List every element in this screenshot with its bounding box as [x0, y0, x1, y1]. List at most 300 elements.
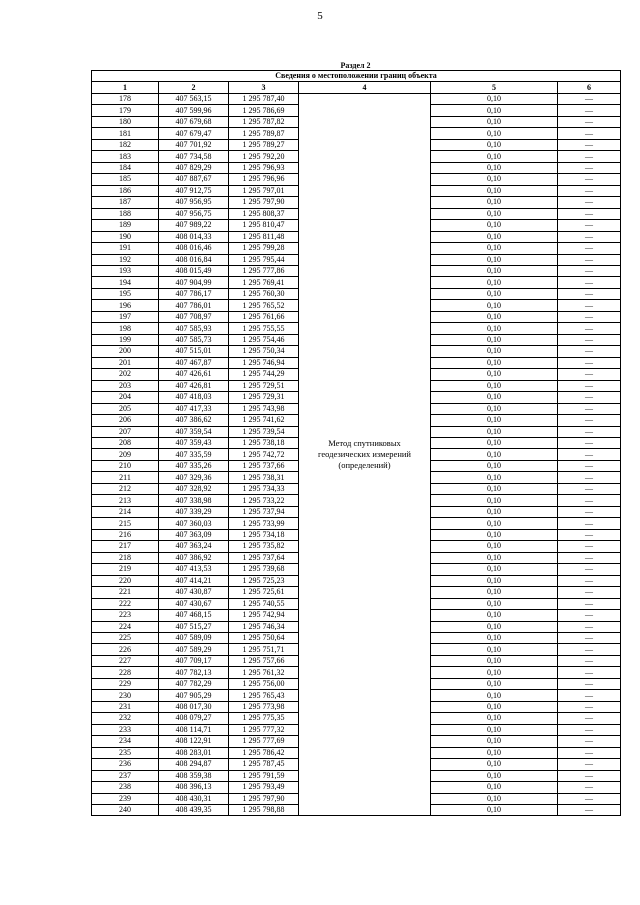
coordinate-x: 407 359,43: [159, 438, 229, 449]
coordinate-y: 1 295 793,49: [229, 782, 299, 793]
coordinate-y: 1 295 811,48: [229, 231, 299, 242]
description-value: —: [558, 277, 621, 288]
description-value: —: [558, 334, 621, 345]
point-number: 215: [92, 518, 159, 529]
point-number: 234: [92, 736, 159, 747]
description-value: —: [558, 357, 621, 368]
coordinate-y: 1 295 796,96: [229, 174, 299, 185]
point-number: 197: [92, 311, 159, 322]
coordinate-x: 407 563,15: [159, 93, 229, 104]
point-number: 222: [92, 598, 159, 609]
coordinate-y: 1 295 756,00: [229, 678, 299, 689]
point-number: 188: [92, 208, 159, 219]
description-value: —: [558, 632, 621, 643]
accuracy-value: 0,10: [431, 438, 558, 449]
coordinate-y: 1 295 786,69: [229, 105, 299, 116]
coordinate-y: 1 295 735,82: [229, 541, 299, 552]
point-number: 178: [92, 93, 159, 104]
coordinate-y: 1 295 750,64: [229, 632, 299, 643]
point-number: 229: [92, 678, 159, 689]
section-title: Раздел 2: [340, 61, 371, 70]
coordinate-x: 407 989,22: [159, 220, 229, 231]
accuracy-value: 0,10: [431, 265, 558, 276]
accuracy-value: 0,10: [431, 644, 558, 655]
accuracy-value: 0,10: [431, 598, 558, 609]
description-value: —: [558, 265, 621, 276]
coordinate-y: 1 295 797,90: [229, 793, 299, 804]
description-value: —: [558, 483, 621, 494]
accuracy-value: 0,10: [431, 690, 558, 701]
description-value: —: [558, 174, 621, 185]
coordinate-y: 1 295 792,20: [229, 151, 299, 162]
accuracy-value: 0,10: [431, 632, 558, 643]
coordinate-x: 407 335,26: [159, 460, 229, 471]
point-number: 203: [92, 380, 159, 391]
column-number-row: [92, 82, 621, 93]
coordinate-y: 1 295 738,18: [229, 438, 299, 449]
coordinate-x: 407 363,24: [159, 541, 229, 552]
coordinate-x: 408 079,27: [159, 713, 229, 724]
point-number: 228: [92, 667, 159, 678]
coordinate-x: 407 679,47: [159, 128, 229, 139]
point-number: 226: [92, 644, 159, 655]
point-number: 230: [92, 690, 159, 701]
point-number: 180: [92, 116, 159, 127]
accuracy-value: 0,10: [431, 243, 558, 254]
description-value: —: [558, 139, 621, 150]
coordinate-x: 407 426,61: [159, 369, 229, 380]
coordinate-x: 407 786,17: [159, 288, 229, 299]
coordinate-y: 1 295 773,98: [229, 701, 299, 712]
description-value: —: [558, 644, 621, 655]
accuracy-value: 0,10: [431, 197, 558, 208]
accuracy-value: 0,10: [431, 93, 558, 104]
description-value: —: [558, 701, 621, 712]
point-number: 181: [92, 128, 159, 139]
coordinate-y: 1 295 808,37: [229, 208, 299, 219]
accuracy-value: 0,10: [431, 793, 558, 804]
accuracy-value: 0,10: [431, 713, 558, 724]
point-number: 231: [92, 701, 159, 712]
point-number: 202: [92, 369, 159, 380]
description-value: —: [558, 151, 621, 162]
point-number: 179: [92, 105, 159, 116]
accuracy-value: 0,10: [431, 254, 558, 265]
coordinate-x: 408 430,31: [159, 793, 229, 804]
description-value: —: [558, 93, 621, 104]
point-number: 211: [92, 472, 159, 483]
accuracy-value: 0,10: [431, 701, 558, 712]
accuracy-value: 0,10: [431, 736, 558, 747]
description-value: —: [558, 655, 621, 666]
accuracy-value: 0,10: [431, 346, 558, 357]
description-value: —: [558, 311, 621, 322]
point-number: 213: [92, 495, 159, 506]
description-value: —: [558, 220, 621, 231]
description-value: —: [558, 460, 621, 471]
coordinate-x: 407 328,92: [159, 483, 229, 494]
coordinate-x: 407 515,27: [159, 621, 229, 632]
description-value: —: [558, 243, 621, 254]
accuracy-value: 0,10: [431, 208, 558, 219]
point-number: 217: [92, 541, 159, 552]
coordinate-x: 407 905,29: [159, 690, 229, 701]
description-value: —: [558, 105, 621, 116]
accuracy-value: 0,10: [431, 621, 558, 632]
description-value: —: [558, 346, 621, 357]
accuracy-value: 0,10: [431, 495, 558, 506]
point-number: 192: [92, 254, 159, 265]
accuracy-value: 0,10: [431, 392, 558, 403]
coordinates-table: [91, 70, 621, 816]
accuracy-value: 0,10: [431, 449, 558, 460]
description-value: —: [558, 529, 621, 540]
point-number: 204: [92, 392, 159, 403]
description-value: —: [558, 621, 621, 632]
accuracy-value: 0,10: [431, 415, 558, 426]
description-value: —: [558, 162, 621, 173]
point-number: 200: [92, 346, 159, 357]
coordinate-y: 1 295 761,32: [229, 667, 299, 678]
point-number: 195: [92, 288, 159, 299]
accuracy-value: 0,10: [431, 655, 558, 666]
point-number: 235: [92, 747, 159, 758]
description-value: —: [558, 506, 621, 517]
description-value: —: [558, 747, 621, 758]
description-value: —: [558, 541, 621, 552]
description-value: —: [558, 805, 621, 816]
coordinate-y: 1 295 795,44: [229, 254, 299, 265]
coordinate-x: 407 829,29: [159, 162, 229, 173]
coordinate-y: 1 295 744,29: [229, 369, 299, 380]
coordinate-y: 1 295 739,54: [229, 426, 299, 437]
coordinate-y: 1 295 725,23: [229, 575, 299, 586]
description-value: —: [558, 449, 621, 460]
accuracy-value: 0,10: [431, 231, 558, 242]
point-number: 216: [92, 529, 159, 540]
page-number: 5: [317, 10, 323, 22]
coordinate-x: 407 363,09: [159, 529, 229, 540]
accuracy-value: 0,10: [431, 162, 558, 173]
coordinate-x: 408 283,01: [159, 747, 229, 758]
point-number: 238: [92, 782, 159, 793]
point-number: 218: [92, 552, 159, 563]
coordinate-x: 408 359,38: [159, 770, 229, 781]
description-value: —: [558, 564, 621, 575]
accuracy-value: 0,10: [431, 128, 558, 139]
coordinate-x: 408 014,33: [159, 231, 229, 242]
coordinate-x: 407 515,01: [159, 346, 229, 357]
coordinate-x: 408 396,13: [159, 782, 229, 793]
coordinate-y: 1 295 733,99: [229, 518, 299, 529]
point-number: 219: [92, 564, 159, 575]
accuracy-value: 0,10: [431, 311, 558, 322]
accuracy-value: 0,10: [431, 667, 558, 678]
coordinate-x: 407 585,93: [159, 323, 229, 334]
coordinate-x: 407 912,75: [159, 185, 229, 196]
coordinate-x: 407 360,03: [159, 518, 229, 529]
description-value: —: [558, 185, 621, 196]
coordinate-y: 1 295 769,41: [229, 277, 299, 288]
coordinate-x: 407 708,97: [159, 311, 229, 322]
point-number: 194: [92, 277, 159, 288]
description-value: —: [558, 759, 621, 770]
coordinate-y: 1 295 799,28: [229, 243, 299, 254]
table-caption: Сведения о местоположении границ объекта: [92, 71, 621, 82]
accuracy-value: 0,10: [431, 759, 558, 770]
accuracy-value: 0,10: [431, 403, 558, 414]
coordinate-y: 1 295 765,52: [229, 300, 299, 311]
accuracy-value: 0,10: [431, 288, 558, 299]
coordinate-x: 407 413,53: [159, 564, 229, 575]
coordinate-x: 407 338,98: [159, 495, 229, 506]
description-value: —: [558, 403, 621, 414]
coordinate-x: 408 017,30: [159, 701, 229, 712]
coordinate-x: 408 439,35: [159, 805, 229, 816]
coordinate-x: 408 294,87: [159, 759, 229, 770]
description-value: —: [558, 724, 621, 735]
coordinate-x: 407 418,03: [159, 392, 229, 403]
coordinate-x: 407 359,54: [159, 426, 229, 437]
coordinate-x: 407 414,21: [159, 575, 229, 586]
coordinate-y: 1 295 746,34: [229, 621, 299, 632]
coordinate-x: 407 786,01: [159, 300, 229, 311]
accuracy-value: 0,10: [431, 805, 558, 816]
point-number: 208: [92, 438, 159, 449]
description-value: —: [558, 231, 621, 242]
coordinate-y: 1 295 765,43: [229, 690, 299, 701]
accuracy-value: 0,10: [431, 116, 558, 127]
coordinate-y: 1 295 777,69: [229, 736, 299, 747]
coordinate-y: 1 295 750,34: [229, 346, 299, 357]
coordinate-y: 1 295 791,59: [229, 770, 299, 781]
description-value: —: [558, 495, 621, 506]
point-number: 223: [92, 610, 159, 621]
coordinate-x: 407 589,29: [159, 644, 229, 655]
accuracy-value: 0,10: [431, 334, 558, 345]
description-value: —: [558, 472, 621, 483]
coordinate-y: 1 295 751,71: [229, 644, 299, 655]
coordinate-x: 408 016,84: [159, 254, 229, 265]
coordinate-y: 1 295 737,66: [229, 460, 299, 471]
point-number: 205: [92, 403, 159, 414]
description-value: —: [558, 587, 621, 598]
coordinate-x: 407 386,92: [159, 552, 229, 563]
description-value: —: [558, 300, 621, 311]
coordinate-x: 407 430,87: [159, 587, 229, 598]
description-value: —: [558, 770, 621, 781]
coordinate-y: 1 295 743,98: [229, 403, 299, 414]
coordinate-x: 407 709,17: [159, 655, 229, 666]
accuracy-value: 0,10: [431, 770, 558, 781]
coordinate-y: 1 295 729,31: [229, 392, 299, 403]
point-number: 227: [92, 655, 159, 666]
coordinate-y: 1 295 760,30: [229, 288, 299, 299]
point-number: 184: [92, 162, 159, 173]
coordinate-y: 1 295 810,47: [229, 220, 299, 231]
coordinate-y: 1 295 740,55: [229, 598, 299, 609]
description-value: —: [558, 610, 621, 621]
column-number: 4: [299, 82, 431, 93]
accuracy-value: 0,10: [431, 747, 558, 758]
accuracy-value: 0,10: [431, 380, 558, 391]
point-number: 199: [92, 334, 159, 345]
point-number: 214: [92, 506, 159, 517]
coordinate-x: 407 701,92: [159, 139, 229, 150]
coordinate-y: 1 295 725,61: [229, 587, 299, 598]
description-value: —: [558, 736, 621, 747]
coordinate-x: 407 386,62: [159, 415, 229, 426]
point-number: 185: [92, 174, 159, 185]
column-number: 2: [159, 82, 229, 93]
description-value: —: [558, 690, 621, 701]
coordinate-x: 407 417,33: [159, 403, 229, 414]
coordinate-x: 407 468,15: [159, 610, 229, 621]
point-number: 239: [92, 793, 159, 804]
coordinate-y: 1 295 742,72: [229, 449, 299, 460]
table-row: [92, 93, 621, 104]
coordinate-y: 1 295 729,51: [229, 380, 299, 391]
description-value: —: [558, 575, 621, 586]
coordinate-x: 407 426,81: [159, 380, 229, 391]
description-value: —: [558, 782, 621, 793]
coordinate-x: 407 887,67: [159, 174, 229, 185]
coordinate-x: 408 122,91: [159, 736, 229, 747]
description-value: —: [558, 678, 621, 689]
coordinate-x: 407 679,68: [159, 116, 229, 127]
coordinate-y: 1 295 737,64: [229, 552, 299, 563]
coordinate-x: 407 467,87: [159, 357, 229, 368]
coordinate-y: 1 295 761,66: [229, 311, 299, 322]
accuracy-value: 0,10: [431, 472, 558, 483]
description-value: —: [558, 288, 621, 299]
method-description: Метод спутниковых геодезических измерений (определений): [299, 93, 431, 816]
accuracy-value: 0,10: [431, 357, 558, 368]
description-value: —: [558, 208, 621, 219]
description-value: —: [558, 116, 621, 127]
accuracy-value: 0,10: [431, 105, 558, 116]
description-value: —: [558, 197, 621, 208]
description-value: —: [558, 254, 621, 265]
description-value: —: [558, 438, 621, 449]
description-value: —: [558, 598, 621, 609]
coordinate-y: 1 295 775,35: [229, 713, 299, 724]
point-number: 187: [92, 197, 159, 208]
coordinate-y: 1 295 796,93: [229, 162, 299, 173]
coordinate-y: 1 295 786,42: [229, 747, 299, 758]
accuracy-value: 0,10: [431, 323, 558, 334]
description-value: —: [558, 323, 621, 334]
coordinate-y: 1 295 738,31: [229, 472, 299, 483]
coordinate-x: 407 904,99: [159, 277, 229, 288]
description-value: —: [558, 426, 621, 437]
coordinate-y: 1 295 757,66: [229, 655, 299, 666]
accuracy-value: 0,10: [431, 782, 558, 793]
description-value: —: [558, 518, 621, 529]
point-number: 186: [92, 185, 159, 196]
coordinate-x: 407 339,29: [159, 506, 229, 517]
point-number: 224: [92, 621, 159, 632]
point-number: 240: [92, 805, 159, 816]
accuracy-value: 0,10: [431, 552, 558, 563]
coordinate-y: 1 295 742,94: [229, 610, 299, 621]
point-number: 237: [92, 770, 159, 781]
point-number: 182: [92, 139, 159, 150]
coordinate-y: 1 295 737,94: [229, 506, 299, 517]
description-value: —: [558, 667, 621, 678]
accuracy-value: 0,10: [431, 426, 558, 437]
coordinate-x: 407 585,73: [159, 334, 229, 345]
point-number: 198: [92, 323, 159, 334]
accuracy-value: 0,10: [431, 541, 558, 552]
description-value: —: [558, 128, 621, 139]
description-value: —: [558, 793, 621, 804]
coordinate-y: 1 295 797,01: [229, 185, 299, 196]
point-number: 196: [92, 300, 159, 311]
coordinate-x: 407 599,96: [159, 105, 229, 116]
accuracy-value: 0,10: [431, 185, 558, 196]
point-number: 207: [92, 426, 159, 437]
accuracy-value: 0,10: [431, 151, 558, 162]
accuracy-value: 0,10: [431, 220, 558, 231]
table-caption-row: [92, 71, 621, 82]
coordinate-y: 1 295 777,86: [229, 265, 299, 276]
accuracy-value: 0,10: [431, 610, 558, 621]
accuracy-value: 0,10: [431, 529, 558, 540]
accuracy-value: 0,10: [431, 506, 558, 517]
coordinate-y: 1 295 787,40: [229, 93, 299, 104]
accuracy-value: 0,10: [431, 277, 558, 288]
coordinate-x: 407 956,75: [159, 208, 229, 219]
coordinate-x: 408 016,46: [159, 243, 229, 254]
accuracy-value: 0,10: [431, 518, 558, 529]
point-number: 206: [92, 415, 159, 426]
point-number: 220: [92, 575, 159, 586]
point-number: 193: [92, 265, 159, 276]
column-number: 1: [92, 82, 159, 93]
column-number: 3: [229, 82, 299, 93]
accuracy-value: 0,10: [431, 575, 558, 586]
coordinate-y: 1 295 739,68: [229, 564, 299, 575]
description-value: —: [558, 552, 621, 563]
coordinate-y: 1 295 797,90: [229, 197, 299, 208]
coordinate-x: 407 782,13: [159, 667, 229, 678]
coordinate-y: 1 295 754,46: [229, 334, 299, 345]
coordinate-x: 407 589,09: [159, 632, 229, 643]
coordinate-y: 1 295 741,62: [229, 415, 299, 426]
point-number: 225: [92, 632, 159, 643]
point-number: 221: [92, 587, 159, 598]
coordinate-x: 407 782,29: [159, 678, 229, 689]
point-number: 210: [92, 460, 159, 471]
accuracy-value: 0,10: [431, 564, 558, 575]
accuracy-value: 0,10: [431, 678, 558, 689]
point-number: 209: [92, 449, 159, 460]
accuracy-value: 0,10: [431, 369, 558, 380]
coordinate-y: 1 295 734,33: [229, 483, 299, 494]
coordinate-y: 1 295 733,22: [229, 495, 299, 506]
coordinate-y: 1 295 789,27: [229, 139, 299, 150]
description-value: —: [558, 415, 621, 426]
description-value: —: [558, 369, 621, 380]
coordinate-y: 1 295 789,87: [229, 128, 299, 139]
point-number: 233: [92, 724, 159, 735]
coordinate-y: 1 295 746,94: [229, 357, 299, 368]
point-number: 236: [92, 759, 159, 770]
point-number: 212: [92, 483, 159, 494]
coordinate-x: 407 734,58: [159, 151, 229, 162]
coordinate-y: 1 295 798,88: [229, 805, 299, 816]
